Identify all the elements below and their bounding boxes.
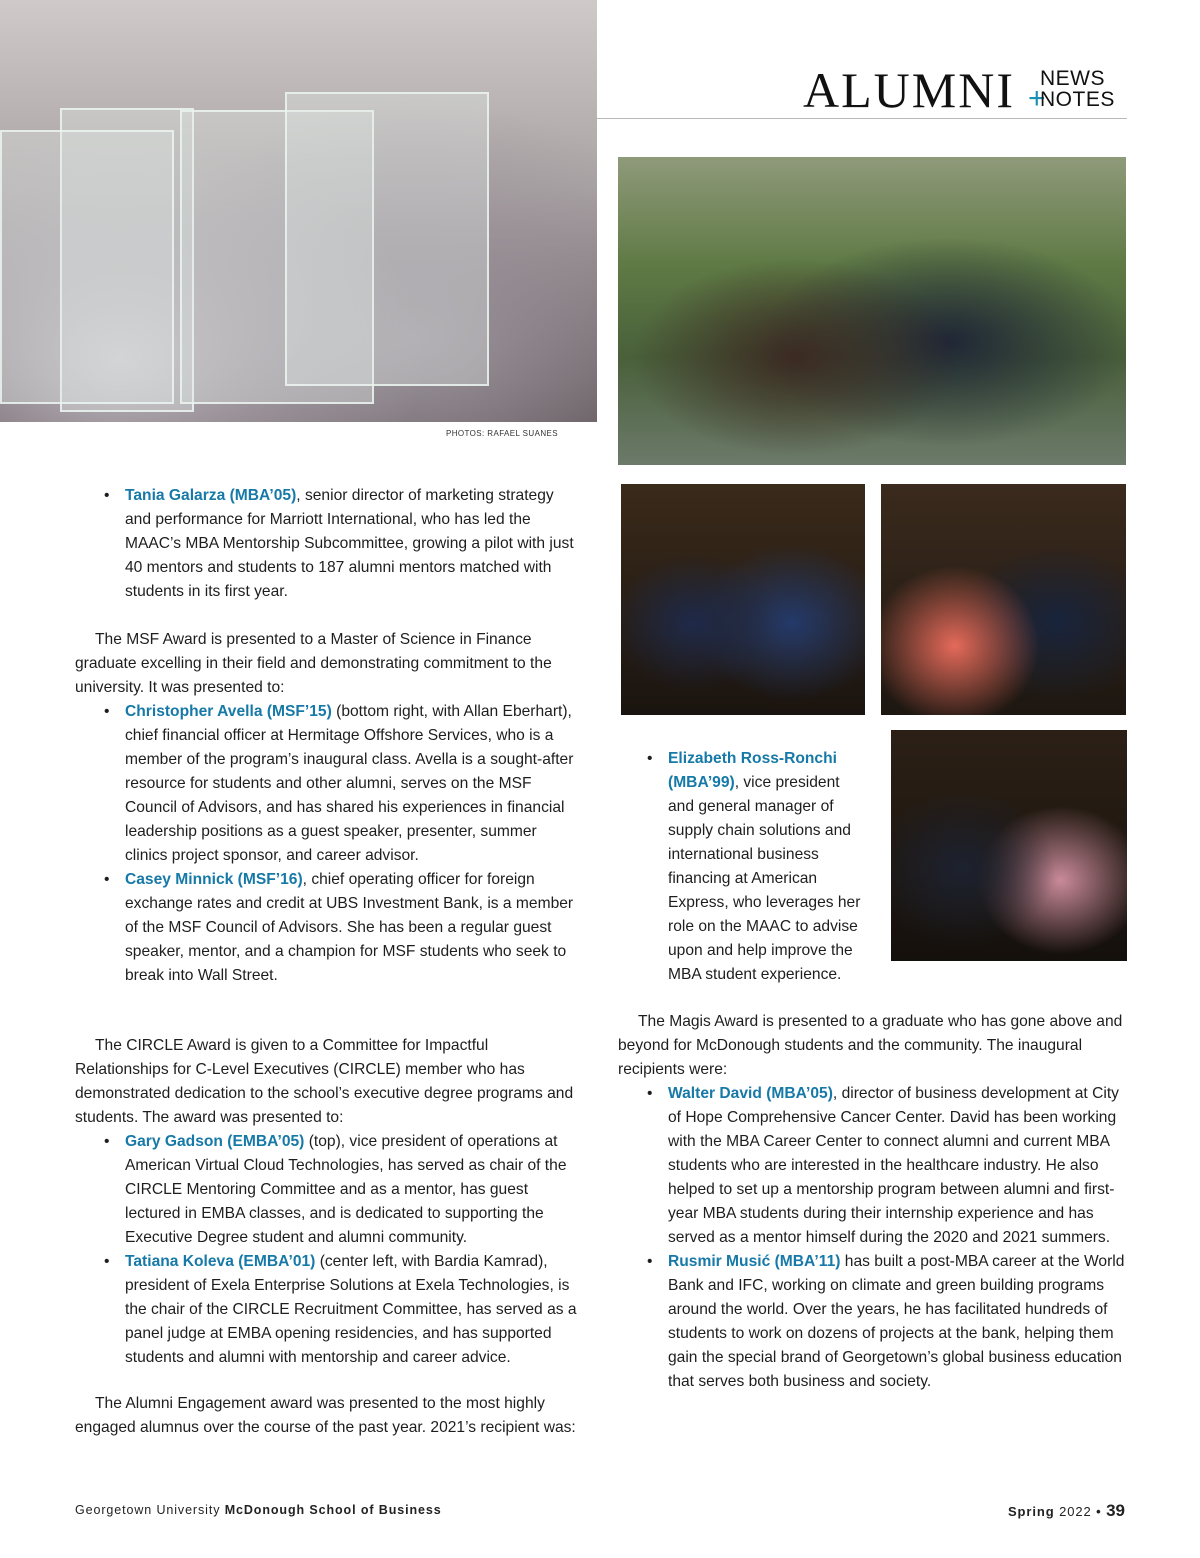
koleva-photo bbox=[621, 484, 865, 715]
recipient-name: Gary Gadson (EMBA’05) bbox=[125, 1133, 305, 1150]
list-item bbox=[75, 1130, 583, 1250]
list-item bbox=[618, 1250, 1126, 1394]
page-number: 39 bbox=[1106, 1501, 1125, 1520]
footer-separator: • bbox=[1096, 1504, 1102, 1519]
recipient-description: (bottom right, with Allan Eberhart), chief financial officer at Hermitage Offshore Services, who is a member of the program’s inaugural class. Avella is a sought-after resource for students and other alumni, serves on the MSF Council of Advisors, and has shared his experiences in financial leadership positions as a guest speaker, presenter, summer clinics project sponsor, and career advisor. bbox=[125, 703, 574, 864]
magis-recipients-list bbox=[618, 1082, 1126, 1394]
footer-year: 2022 bbox=[1059, 1504, 1092, 1519]
trophy-glass bbox=[285, 92, 489, 386]
list-item bbox=[618, 747, 868, 987]
list-item bbox=[75, 868, 583, 988]
trophy-glass bbox=[0, 130, 174, 404]
recipient-description: , chief operating officer for foreign exchange rates and credit at UBS Investment Bank, is a member of the MSF Council of Advisors. She has been a regular guest speaker, mentor, and a champion for MSF students who seek to break into Wall Street. bbox=[125, 871, 574, 984]
photo-credit: PHOTOS: RAFAEL SUANES bbox=[446, 429, 558, 438]
recipient-description: (center left, with Bardia Kamrad), president of Exela Enterprise Solutions at Exela Technologies, is the chair of the CIRCLE Recruitment Committee, has served as a panel judge at EMBA opening residencies, and has supported students and alumni with mentorship and career advice. bbox=[125, 1253, 577, 1366]
footer-university: Georgetown University bbox=[75, 1503, 221, 1517]
section-title-alumni: ALUMNI bbox=[803, 62, 1015, 118]
circle-award-intro: The CIRCLE Award is given to a Committee for Impactful Relationships for C-Level Executives (CIRCLE) member who has demonstrated dedication to the school’s executive degree programs and students. The award was presented to: bbox=[75, 1037, 574, 1126]
recipient-name: Elizabeth Ross-Ronchi (MBA’99) bbox=[668, 750, 837, 791]
section-title-notes: NOTES bbox=[1040, 88, 1115, 111]
avella-photo bbox=[891, 730, 1127, 961]
footer-school: McDonough School of Business bbox=[224, 1503, 442, 1517]
recipient-name: Tania Galarza (MBA’05) bbox=[125, 487, 297, 504]
msf-recipients-list bbox=[75, 700, 583, 988]
list-item bbox=[75, 1250, 583, 1370]
engagement-award-intro: The Alumni Engagement award was presented to the most highly engaged alumnus over the course of the past year. 2021’s recipient was: bbox=[75, 1395, 576, 1436]
magis-award-intro: The Magis Award is presented to a graduate who has gone above and beyond for McDonough students and the community. The inaugural recipients were: bbox=[618, 1013, 1123, 1078]
recipient-description: has built a post-MBA career at the World Bank and IFC, working on climate and green building programs around the world. Over the years, he has facilitated hundreds of students to work on dozens of projects at the bank, helping them gain the special brand of Georgetown’s global business education that serves both business and society. bbox=[668, 1253, 1125, 1390]
circle-recipients-list bbox=[75, 1130, 583, 1370]
recipient-description: (top), vice president of operations at American Virtual Cloud Technologies, has served as chair of the CIRCLE Mentoring Committee and as a mentor, has guest lectured in EMBA classes, and is dedicated to supporting the Executive Degree student and alumni community. bbox=[125, 1133, 567, 1246]
trophies-photo bbox=[0, 0, 597, 422]
plus-icon: + bbox=[1028, 82, 1046, 115]
footer-issue bbox=[1008, 1501, 1125, 1521]
footer-publication bbox=[75, 1503, 442, 1517]
recipient-name: Christopher Avella (MSF’15) bbox=[125, 703, 332, 720]
section-title-news: NEWS bbox=[1040, 67, 1105, 90]
recipient-name: Walter David (MBA’05) bbox=[668, 1085, 833, 1102]
recipient-name: Tatiana Koleva (EMBA’01) bbox=[125, 1253, 316, 1270]
list-item bbox=[618, 1082, 1126, 1250]
recipient-name: Casey Minnick (MSF’16) bbox=[125, 871, 303, 888]
header-divider bbox=[597, 118, 1127, 119]
footer-season: Spring bbox=[1007, 1504, 1055, 1519]
galarza-list bbox=[75, 484, 583, 604]
ross-ronchi-photo bbox=[881, 484, 1126, 715]
recipient-description: , director of business development at City of Hope Comprehensive Cancer Center. David has been working with the MBA Career Center to connect alumni and current MBA students who are interested in the healthcare industry. He also helped to set up a mentorship program between alumni and first-year MBA students during their internship experience and has served as a mentor himself during the 2020 and 2021 summers. bbox=[668, 1085, 1119, 1246]
ross-ronchi-list bbox=[618, 747, 868, 987]
recipient-name: Rusmir Musić (MBA’11) bbox=[668, 1253, 841, 1270]
gadson-photo bbox=[618, 157, 1126, 465]
recipient-description: , vice president and general manager of supply chain solutions and international business financing at American Express, who leverages her role on the MAAC to advise upon and help improve the MBA student experience. bbox=[668, 774, 861, 983]
list-item bbox=[75, 484, 583, 604]
recipient-description: , senior director of marketing strategy and performance for Marriott International, who has led the MAAC’s MBA Mentorship Subcommittee, growing a pilot with just 40 mentors and students to 187 alumni mentors matched with students in its first year. bbox=[125, 487, 574, 600]
list-item bbox=[75, 700, 583, 868]
msf-award-intro: The MSF Award is presented to a Master of Science in Finance graduate excelling in their field and demonstrating commitment to the university. It was presented to: bbox=[75, 631, 552, 696]
